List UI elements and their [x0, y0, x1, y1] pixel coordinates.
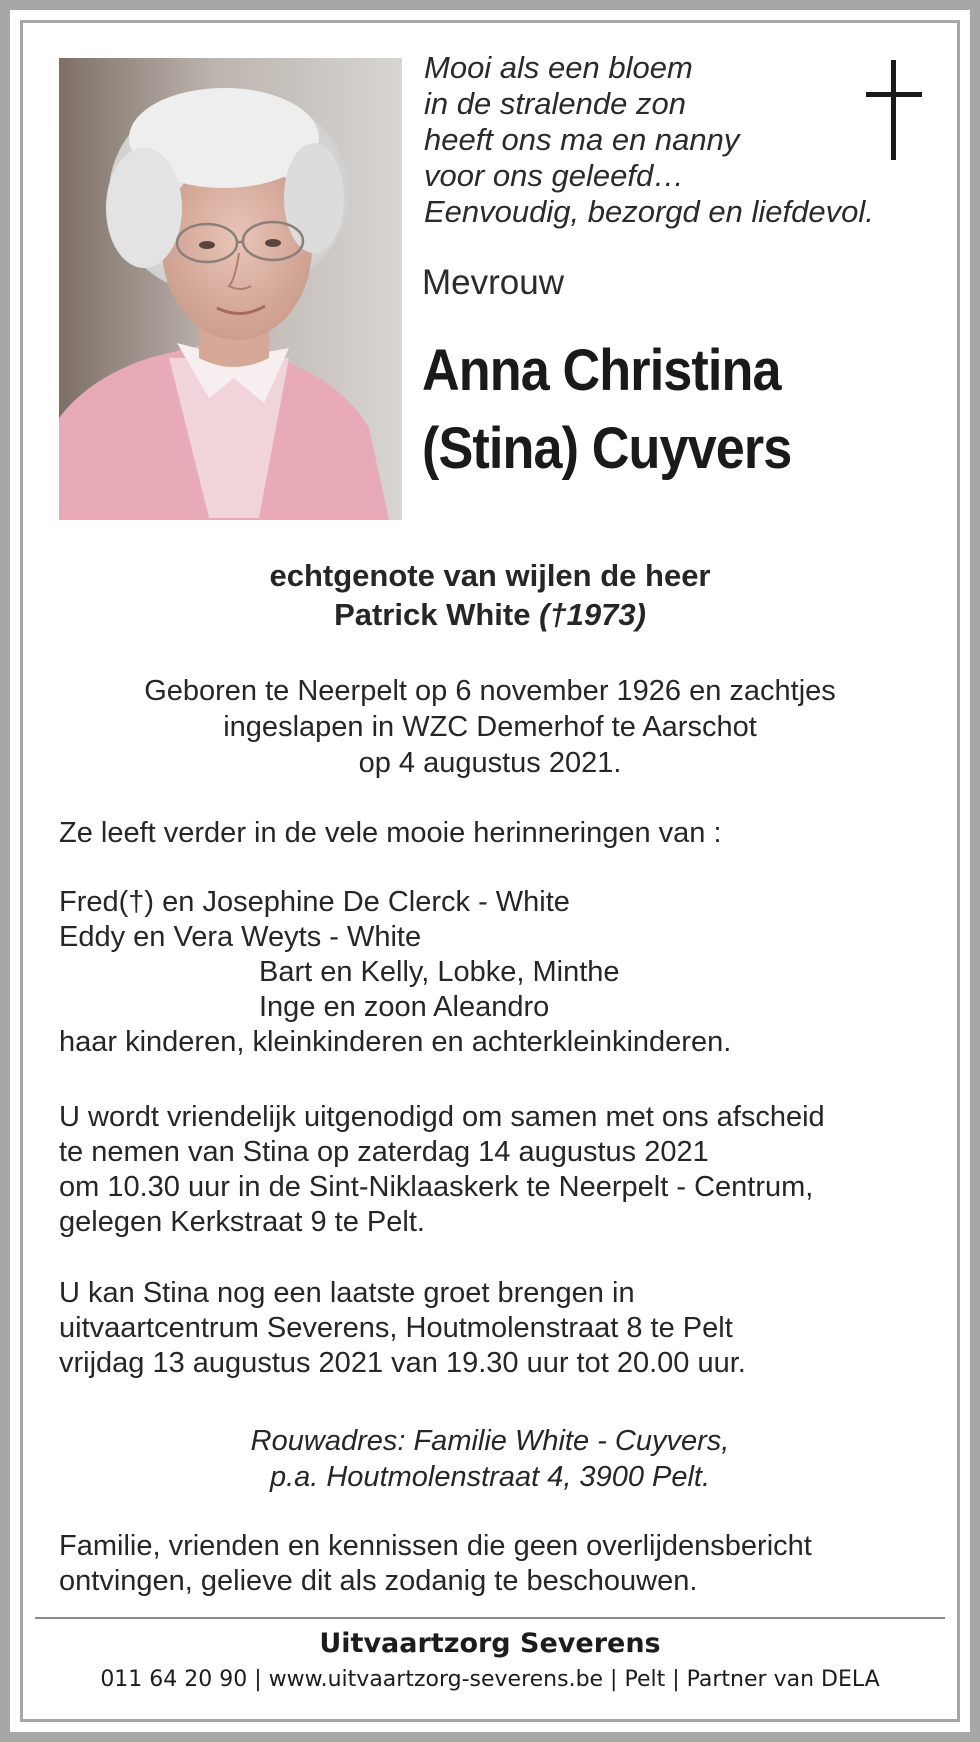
poem-line: in de stralende zon: [424, 86, 686, 121]
ceremony-line: U wordt vriendelijk uitgenodigd om samen met ons afscheid: [59, 1101, 825, 1133]
visitation-line: uitvaartcentrum Severens, Houtmolenstraat 8 te Pelt: [59, 1312, 733, 1344]
notice-block: [59, 1529, 939, 1599]
name-line-2: (Stina) Cuyvers: [422, 416, 792, 481]
funeral-home-name: Uitvaartzorg Severens: [319, 1628, 661, 1659]
family-closing: haar kinderen, kleinkinderen en achterkleinkinderen.: [59, 1026, 732, 1058]
visitation-line: vrijdag 13 augustus 2021 van 19.30 uur tot 20.00 uur.: [59, 1347, 746, 1379]
address-line: p.a. Houtmolenstraat 4, 3900 Pelt.: [269, 1461, 711, 1493]
birth-line: op 4 augustus 2021.: [358, 747, 622, 779]
spouse-name: Patrick White: [334, 597, 531, 632]
name-line-1: Anna Christina: [422, 338, 781, 403]
poem-line: voor ons geleefd…: [424, 158, 685, 193]
address-line: Rouwadres: Familie White - Cuyvers,: [250, 1425, 730, 1457]
family-line: Eddy en Vera Weyts - White: [59, 921, 422, 953]
birth-line: Geboren te Neerpelt op 6 november 1926 en zachtjes: [144, 675, 836, 707]
birth-line: ingeslapen in WZC Demerhof te Aarschot: [223, 711, 757, 743]
funeral-home-contact: 011 64 20 90 | www.uitvaartzorg-severens.be | Pelt | Partner van DELA: [100, 1667, 880, 1692]
memories-intro: [59, 816, 939, 851]
spouse-line: echtgenote van wijlen de heer: [269, 558, 711, 593]
ceremony-line: om 10.30 uur in de Sint-Niklaaskerk te Neerpelt - Centrum,: [59, 1171, 814, 1203]
poem-line: Mooi als een bloem: [424, 50, 693, 85]
ceremony-line: te nemen van Stina op zaterdag 14 augustus 2021: [59, 1136, 709, 1168]
notice-line: ontvingen, gelieve dit als zodanig te beschouwen.: [59, 1565, 698, 1597]
mourning-address: [0, 1423, 980, 1495]
honorific: Mevrouw: [422, 263, 564, 302]
poem-line: heeft ons ma en nanny: [424, 122, 740, 157]
portrait-photo: [59, 58, 402, 520]
poem: [424, 50, 884, 230]
visitation-block: [59, 1276, 939, 1381]
birth-death-block: [0, 673, 980, 781]
latin-cross-icon: [862, 60, 926, 160]
family-line-indented: Bart en Kelly, Lobke, Minthe: [259, 956, 620, 988]
family-line: Fred(†) en Josephine De Clerck - White: [59, 886, 570, 918]
poem-line: Eenvoudig, bezorgd en liefdevol.: [424, 194, 874, 229]
ceremony-block: [59, 1100, 939, 1240]
notice-line: Familie, vrienden en kennissen die geen overlijdensbericht: [59, 1530, 812, 1562]
family-line-indented: Inge en zoon Aleandro: [259, 991, 550, 1023]
ceremony-line: gelegen Kerkstraat 9 te Pelt.: [59, 1206, 425, 1238]
deceased-name: [422, 332, 872, 488]
footer-divider: [35, 1617, 945, 1619]
spouse-block: [0, 556, 980, 634]
visitation-line: U kan Stina nog een laatste groet brengen in: [59, 1277, 635, 1309]
family-list: [59, 885, 939, 1060]
memories-intro-text: Ze leeft verder in de vele mooie herinneringen van :: [59, 817, 722, 849]
spouse-death-year: (†1973): [539, 597, 646, 632]
